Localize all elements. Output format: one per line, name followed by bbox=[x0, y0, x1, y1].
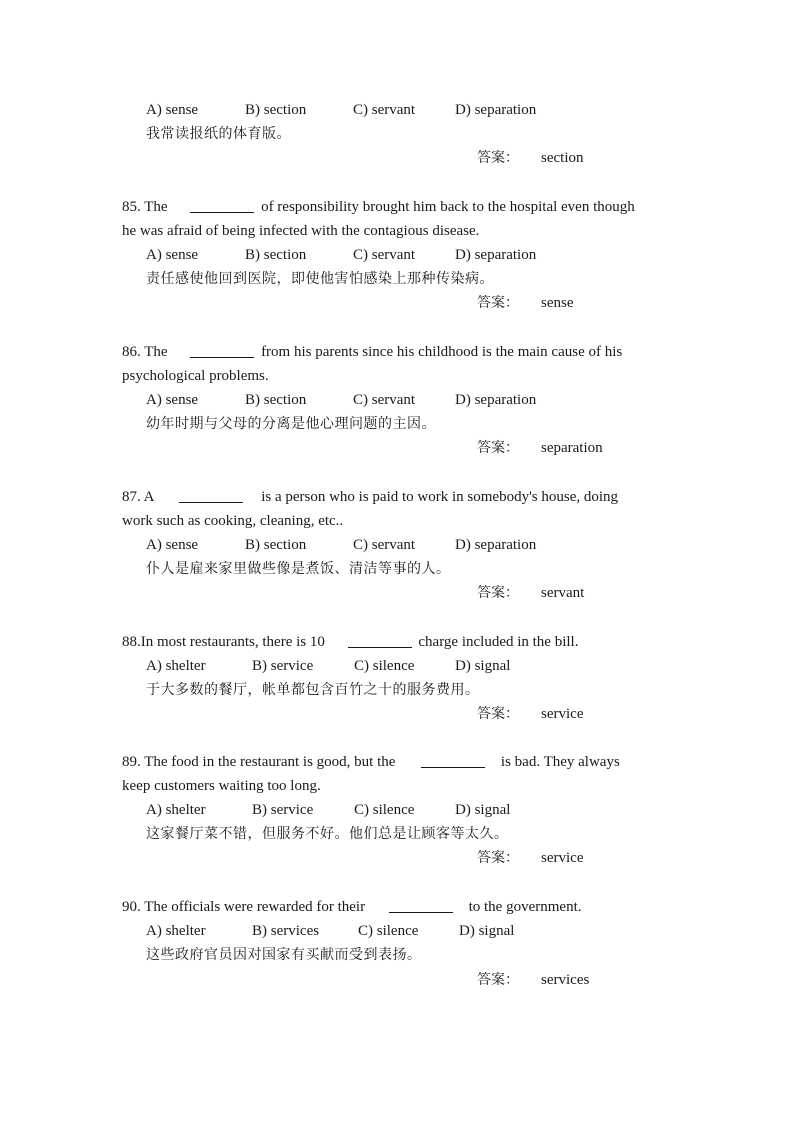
q90-answer bbox=[477, 970, 589, 990]
q89-stem-suffix: is bad. They always bbox=[500, 754, 620, 770]
q89-answer-value: service bbox=[541, 850, 584, 866]
q87-answer bbox=[477, 583, 584, 603]
q84-translation: 我常读报纸的体育版。 bbox=[146, 126, 291, 142]
q88-option-d: D) signal bbox=[455, 658, 511, 674]
q88-translation: 于大多数的餐厅，帐单都包含百竹之十的服务费用。 bbox=[146, 682, 480, 698]
q90-answer-value: services bbox=[541, 972, 590, 988]
q87-stem-line2: work such as cooking, cleaning, etc.. bbox=[122, 513, 344, 529]
q90-option-b: B) services bbox=[252, 923, 320, 939]
q86-answer-value: separation bbox=[541, 440, 603, 456]
q85-option-d: D) separation bbox=[455, 247, 537, 263]
q90-option-d: D) signal bbox=[459, 923, 515, 939]
q87-stem-suffix: is a person who is paid to work in somebody's house, doing bbox=[261, 489, 619, 505]
q90-blank bbox=[389, 898, 453, 913]
q89-option-a: A) shelter bbox=[146, 802, 206, 818]
q85-option-b: B) section bbox=[245, 247, 307, 263]
q89-option-d: D) signal bbox=[455, 802, 511, 818]
q87-stem bbox=[122, 487, 618, 507]
q88-option-b: B) service bbox=[252, 658, 314, 674]
q88-option-a: A) shelter bbox=[146, 658, 206, 674]
q85-translation: 责任感使他回到医院，即使他害怕感染上那种传染病。 bbox=[146, 271, 494, 287]
q88-blank bbox=[348, 633, 412, 648]
q84-answer-value: section bbox=[541, 150, 584, 166]
q89-stem-line2: keep customers waiting too long. bbox=[122, 778, 321, 794]
q88-answer-label: 答案： bbox=[477, 706, 519, 722]
q85-stem bbox=[122, 197, 635, 217]
q85-blank bbox=[190, 198, 254, 213]
q89-stem-prefix: 89. The food in the restaurant is good, but the bbox=[122, 754, 396, 770]
q85-answer bbox=[477, 293, 574, 313]
q87-blank bbox=[179, 488, 243, 503]
q86-stem bbox=[122, 342, 622, 362]
q90-option-a: A) shelter bbox=[146, 923, 206, 939]
q89-answer-label: 答案： bbox=[477, 850, 519, 866]
q85-option-a: A) sense bbox=[146, 247, 199, 263]
q89-answer bbox=[477, 848, 583, 868]
q84-options bbox=[146, 100, 536, 120]
q84-option-b: B) section bbox=[245, 102, 307, 118]
q89-stem bbox=[122, 752, 620, 772]
q90-options bbox=[146, 921, 514, 941]
q85-options bbox=[146, 245, 536, 265]
q88-answer-value: service bbox=[541, 706, 584, 722]
q86-blank bbox=[190, 343, 254, 358]
q87-option-b: B) section bbox=[245, 537, 307, 553]
q87-option-c: C) servant bbox=[353, 537, 416, 553]
q84-option-c: C) servant bbox=[353, 102, 416, 118]
q84-answer-label: 答案： bbox=[477, 150, 519, 166]
q87-option-d: D) separation bbox=[455, 537, 537, 553]
q89-translation: 这家餐厅菜不错，但服务不好。他们总是让顾客等太久。 bbox=[146, 826, 509, 842]
q88-stem-prefix: 88.In most restaurants, there is 10 bbox=[122, 634, 325, 650]
q89-blank bbox=[421, 753, 485, 768]
q86-stem-line2: psychological problems. bbox=[122, 368, 269, 384]
q90-answer-label: 答案： bbox=[477, 972, 519, 988]
q86-stem-prefix: 86. The bbox=[122, 344, 168, 360]
q90-option-c: C) silence bbox=[358, 923, 419, 939]
q90-translation: 这些政府官员因对国家有买献而受到表扬。 bbox=[146, 947, 422, 963]
q86-option-a: A) sense bbox=[146, 392, 199, 408]
q88-option-c: C) silence bbox=[354, 658, 415, 674]
q85-option-c: C) servant bbox=[353, 247, 416, 263]
q88-stem bbox=[122, 632, 578, 652]
q86-answer bbox=[477, 438, 603, 458]
q90-stem bbox=[122, 897, 581, 917]
q85-answer-value: sense bbox=[541, 295, 574, 311]
q85-stem-line2: he was afraid of being infected with the contagious disease. bbox=[122, 223, 480, 239]
q90-stem-suffix: to the government. bbox=[468, 899, 582, 915]
q84-answer bbox=[477, 148, 584, 168]
q86-option-b: B) section bbox=[245, 392, 307, 408]
q84-option-d: D) separation bbox=[455, 102, 537, 118]
q86-translation: 幼年时期与父母的分离是他心理问题的主因。 bbox=[146, 416, 436, 432]
q85-stem-prefix: 85. The bbox=[122, 199, 168, 215]
q86-options bbox=[146, 390, 536, 410]
q87-answer-label: 答案： bbox=[477, 585, 519, 601]
q87-translation: 仆人是雇来家里做些像是煮饭、清洁等事的人。 bbox=[146, 561, 451, 577]
q89-option-b: B) service bbox=[252, 802, 314, 818]
q87-answer-value: servant bbox=[541, 585, 585, 601]
q84-option-a: A) sense bbox=[146, 102, 199, 118]
q85-answer-label: 答案： bbox=[477, 295, 519, 311]
q87-option-a: A) sense bbox=[146, 537, 199, 553]
q87-stem-prefix: 87. A bbox=[122, 489, 154, 505]
q88-stem-suffix: charge included in the bill. bbox=[418, 634, 579, 650]
q87-options bbox=[146, 535, 536, 555]
q88-options bbox=[146, 656, 510, 676]
q86-answer-label: 答案： bbox=[477, 440, 519, 456]
q89-options bbox=[146, 800, 510, 820]
q85-stem-suffix: of responsibility brought him back to the hospital even though bbox=[261, 199, 635, 215]
q88-answer bbox=[477, 704, 583, 724]
q86-option-c: C) servant bbox=[353, 392, 416, 408]
q90-stem-prefix: 90. The officials were rewarded for their bbox=[122, 899, 366, 915]
q89-option-c: C) silence bbox=[354, 802, 415, 818]
q86-option-d: D) separation bbox=[455, 392, 537, 408]
q86-stem-suffix: from his parents since his childhood is the main cause of his bbox=[261, 344, 623, 360]
